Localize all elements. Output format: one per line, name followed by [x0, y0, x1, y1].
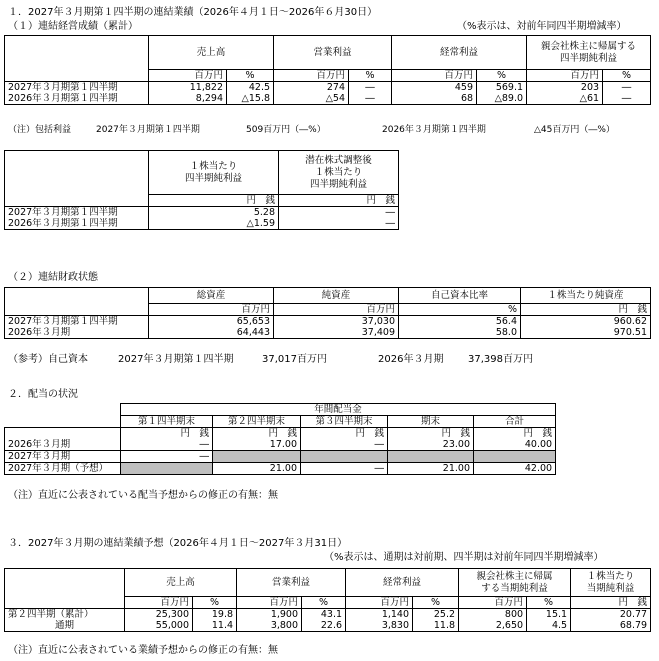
forecast-table: 売上高 営業利益 経常利益 親会社株主に帰属 する当期純利益 １株当たり 当期純利益 百万円 % 百万円 % 百万円 % 百万円 % 円 銭 第２四半期（累計） 25,300 19.8 1,900 43.1 1,140 25.2 800 15.1 20.77 通期 55,000 11.4 3,800 22.6 3,830 11.8 2,650 4.5 68.79 — [4, 568, 651, 632]
header-diluted-eps: 潜在株式調整後 １株当たり 四半期純利益 — [279, 151, 399, 195]
section1-title: １．2027年３月期第１四半期の連結業績（2026年４月１日～2026年６月30日） — [8, 7, 378, 18]
header-eps: １株当たり 当期純利益 — [571, 569, 651, 597]
header-net-income: 親会社株主に帰属 する当期純利益 — [459, 569, 571, 597]
section4-title: ３．2027年３月期の連結業績予想（2026年４月１日～2027年３月31日） — [8, 538, 348, 549]
table-row: 2027年３月期 ― — [5, 451, 556, 463]
header-operating-profit: 営業利益 — [274, 36, 392, 70]
header-sales: 売上高 — [149, 36, 274, 70]
table-row: 2026年３月期 64,443 37,409 58.0 970.51 — [5, 327, 651, 339]
header-sales: 売上高 — [125, 569, 237, 597]
dividends-table: 年間配当金 第１四半期末 第２四半期末 第３四半期末 期末 合計 円 銭 円 銭 円 銭 円 銭 円 銭 2026年３月期 ― 17.00 ― 23.00 40.00 2027年３月期 ― 2027年３月期（予想） 21.00 ― 21.00 42.00 — [4, 403, 556, 475]
header-equity-ratio: 自己資本比率 — [399, 288, 521, 304]
table-row: 2026年３月期第１四半期 8,294 △15.8 △54 ― 68 △89.0 △61 ― — [5, 93, 651, 105]
header-net-income: 親会社株主に帰属する 四半期純利益 — [527, 36, 651, 70]
header-ordinary-profit: 経常利益 — [346, 569, 459, 597]
table-row: 2027年３月期第１四半期 5.28 ― — [5, 207, 399, 219]
operating-results-table: 売上高 営業利益 経常利益 親会社株主に帰属する 四半期純利益 百万円 % 百万円 % 百万円 % 百万円 % 2027年３月期第１四半期 11,822 42.5 274 ― 459 569.1 203 ― 2026年３月期第１四半期 8,294 △15.8 △54 ― 68 △89.0 △61 ― — [4, 35, 651, 105]
header-eps: １株当たり 四半期純利益 — [149, 151, 279, 195]
forecast-revision-note: （注）直近に公表されている業績予想からの修正の有無：無 — [8, 645, 278, 656]
table-row: 2027年３月期第１四半期 65,653 37,030 56.4 960.62 — [5, 316, 651, 328]
section2-subtitle: （２）連結財政状態 — [8, 272, 98, 283]
section3-title: ２．配当の状況 — [8, 389, 78, 400]
header-annual-dividends: 年間配当金 — [121, 404, 556, 416]
table-row: 2026年３月期 ― 17.00 ― 23.00 40.00 — [5, 439, 556, 451]
table-row: 通期 55,000 11.4 3,800 22.6 3,830 11.8 2,650 4.5 68.79 — [5, 620, 651, 632]
financial-position-table: 総資産 純資産 自己資本比率 １株当たり純資産 百万円 百万円 % 円 銭 2027年３月期第１四半期 65,653 37,030 56.4 960.62 2026年３月期 64,443 37,409 58.0 970.51 — [4, 287, 651, 339]
header-total-assets: 総資産 — [149, 288, 274, 304]
comprehensive-income-label: （注）包括利益 — [8, 125, 72, 135]
section1-subtitle: （１）連結経営成績（累計） — [8, 21, 138, 32]
dividend-revision-note: （注）直近に公表されている配当予想からの修正の有無：無 — [8, 490, 278, 501]
section1-note-right: （%表示は、対前年同四半期増減率） — [457, 21, 627, 32]
header-operating-profit: 営業利益 — [237, 569, 346, 597]
table-row: 2026年３月期第１四半期 △1.59 ― — [5, 218, 399, 230]
header-ordinary-profit: 経常利益 — [392, 36, 527, 70]
equity-reference-label: （参考）自己資本 — [8, 354, 88, 365]
table-row: 2027年３月期（予想） 21.00 ― 21.00 42.00 — [5, 463, 556, 475]
table-row: 第２四半期（累計） 25,300 19.8 1,900 43.1 1,140 25.2 800 15.1 20.77 — [5, 609, 651, 621]
header-bps: １株当たり純資産 — [521, 288, 651, 304]
eps-table: １株当たり 四半期純利益 潜在株式調整後 １株当たり 四半期純利益 円 銭 円 銭 2027年３月期第１四半期 5.28 ― 2026年３月期第１四半期 △1.59 ― — [4, 150, 399, 230]
section4-note-right: （%表示は、通期は対前期、四半期は対前年同四半期増減率） — [324, 552, 604, 563]
header-net-assets: 純資産 — [274, 288, 399, 304]
table-row: 2027年３月期第１四半期 11,822 42.5 274 ― 459 569.1 203 ― — [5, 82, 651, 94]
